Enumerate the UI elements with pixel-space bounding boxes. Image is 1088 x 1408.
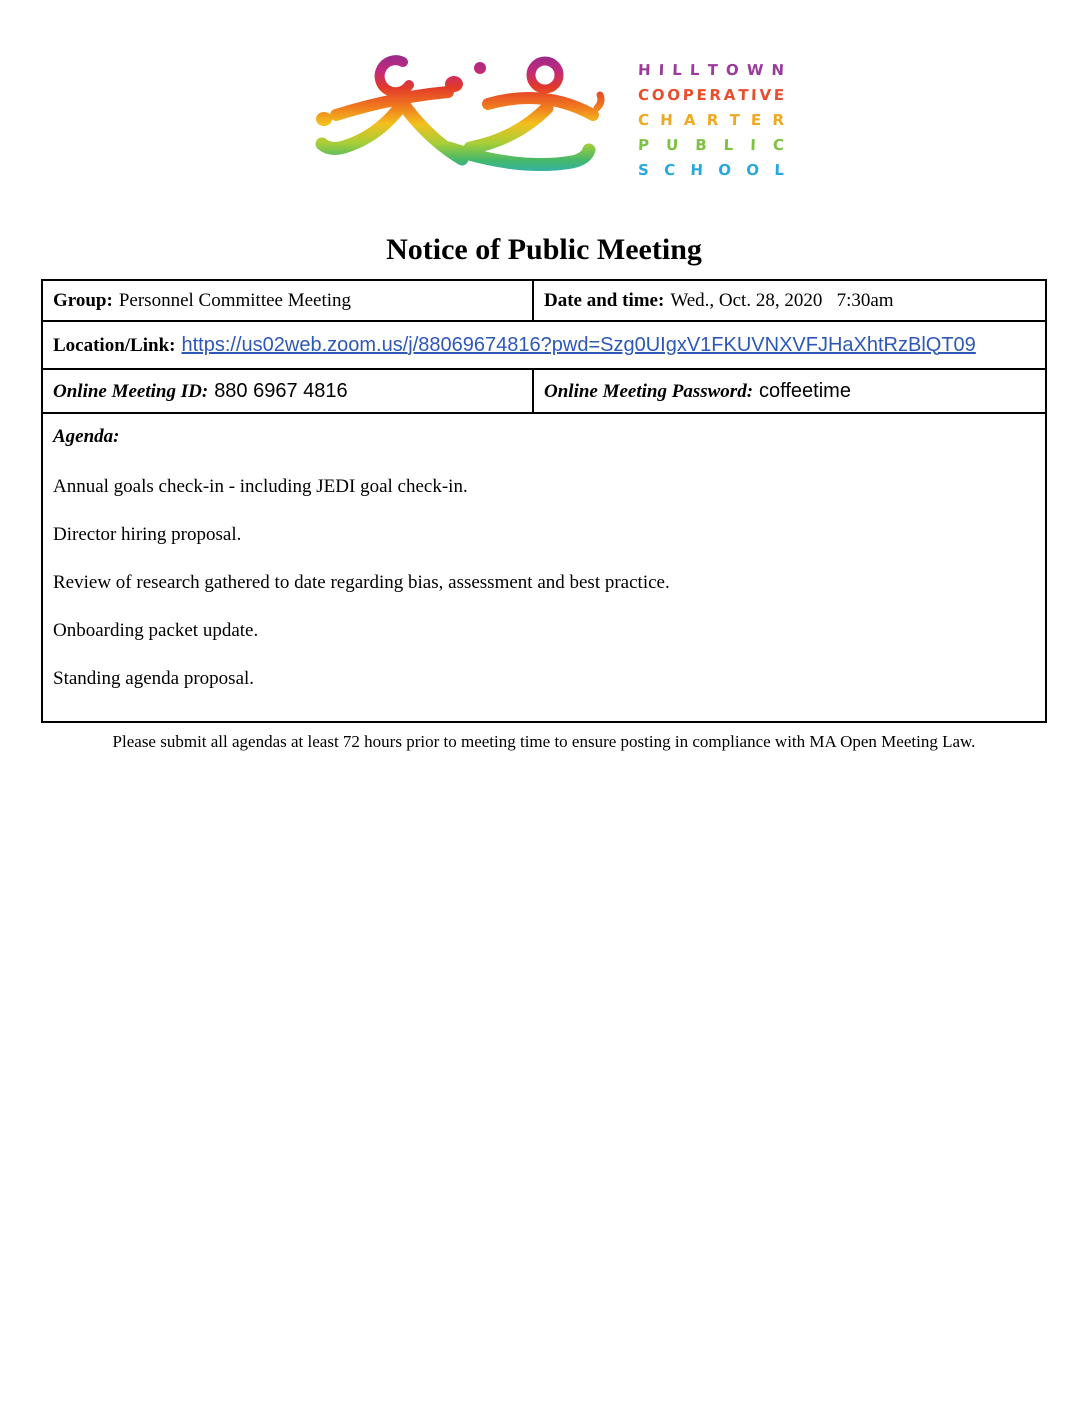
meeting-id-label: Online Meeting ID: <box>53 380 209 402</box>
school-name-line: S C H O O L <box>637 161 785 179</box>
page-title: Notice of Public Meeting <box>386 233 702 266</box>
dancing-figures-icon <box>304 51 634 191</box>
meeting-notice-table <box>41 279 1047 723</box>
agenda-item: Annual goals check-in - including JEDI goal check-in. <box>53 476 468 497</box>
id-password-row <box>42 369 1046 413</box>
agenda-item: Review of research gathered to date regarding bias, assessment and best practice. <box>53 572 670 593</box>
agenda-row <box>42 413 1046 722</box>
zoom-meeting-link[interactable]: https://us02web.zoom.us/j/88069674816?pwd=Szg0UIgxV1FKUVNXVFJHaXhtRzBlQT09 <box>181 333 976 356</box>
open-meeting-law-note: Please submit all agendas at least 72 hours prior to meeting time to ensure posting in compliance with MA Open Meeting Law. <box>112 732 976 751</box>
group-label: Group: <box>53 289 113 311</box>
location-label: Location/Link: <box>53 334 176 356</box>
agenda-item: Standing agenda proposal. <box>53 668 255 689</box>
school-name-line: C H A R T E R <box>637 111 785 129</box>
group-cell <box>42 280 533 321</box>
password-label: Online Meeting Password: <box>544 380 754 402</box>
agenda-item: Onboarding packet update. <box>53 620 259 641</box>
school-name-line: P U B L I C <box>637 136 785 154</box>
datetime-value: Wed., Oct. 28, 2020 7:30am <box>670 289 894 311</box>
meeting-id-cell <box>42 369 533 413</box>
password-value: coffeetime <box>759 379 851 402</box>
agenda-item: Director hiring proposal. <box>53 524 242 545</box>
school-name-line: H I L L T O W N <box>637 61 785 79</box>
password-cell <box>533 369 1046 413</box>
location-cell <box>42 321 1046 369</box>
meeting-id-value: 880 6967 4816 <box>214 379 348 402</box>
school-name <box>638 58 784 183</box>
group-datetime-row <box>42 280 1046 321</box>
agenda-cell <box>42 413 1046 722</box>
school-logo <box>0 48 1088 193</box>
agenda-label: Agenda: <box>53 426 120 447</box>
group-value: Personnel Committee Meeting <box>118 289 352 311</box>
location-row <box>42 321 1046 369</box>
datetime-label: Date and time: <box>544 289 665 311</box>
school-name-line: C O O P E R A T I V E <box>637 86 785 104</box>
datetime-cell <box>533 280 1046 321</box>
